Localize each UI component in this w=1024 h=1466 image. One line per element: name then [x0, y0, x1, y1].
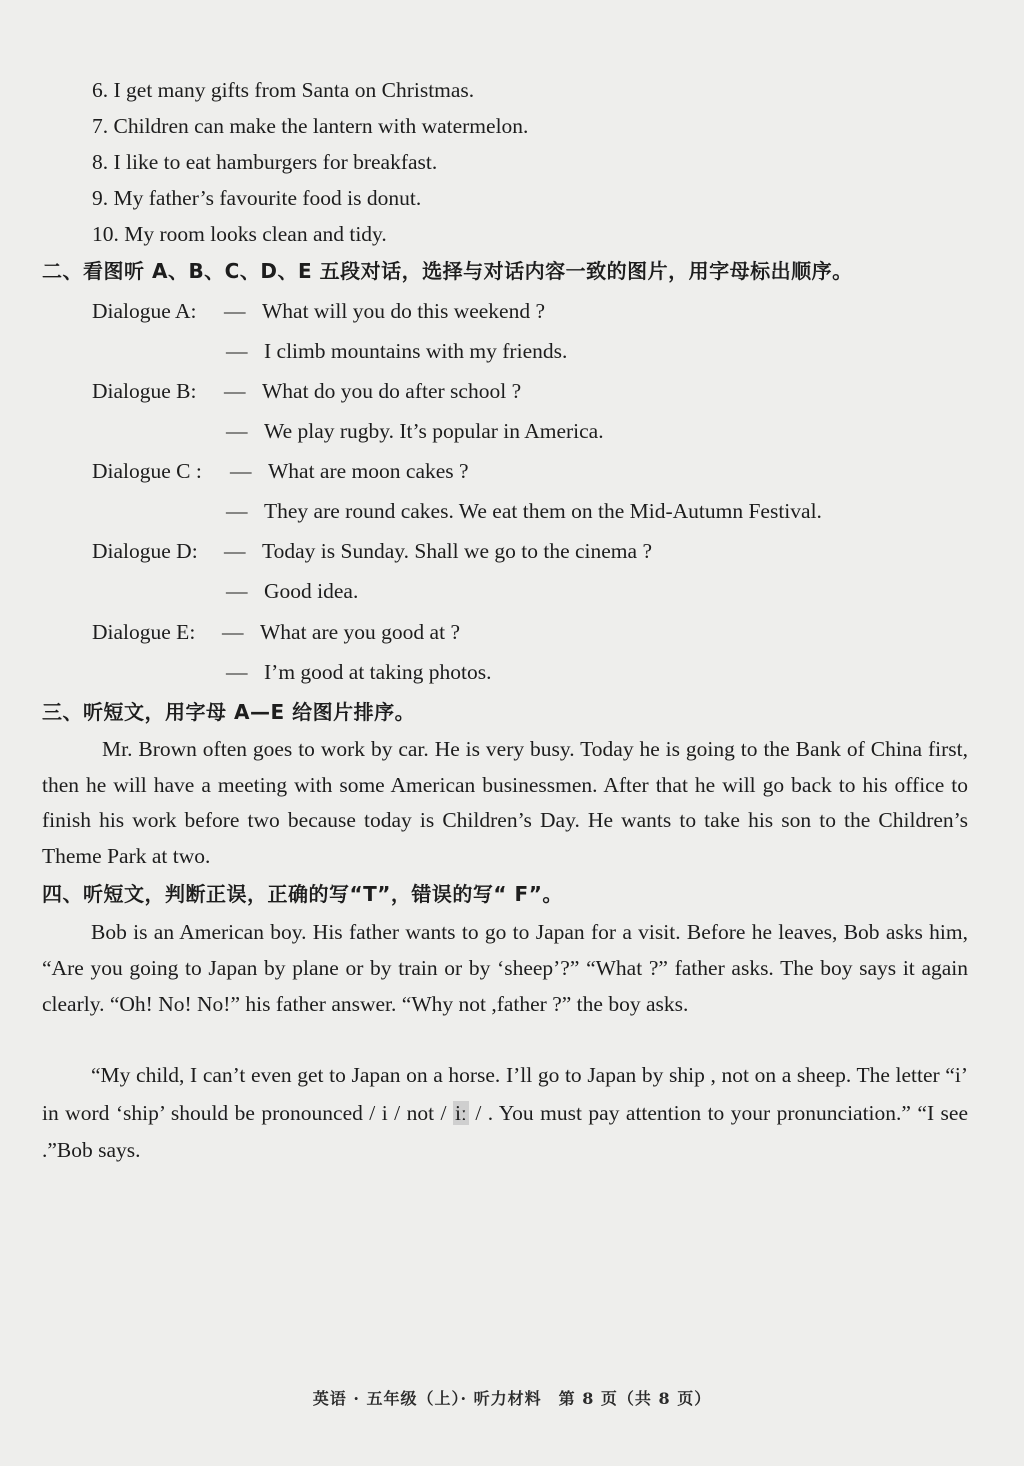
- dialogue-answer: Good idea.: [264, 579, 359, 603]
- section-heading: 二、看图听 A、B、C、D、E 五段对话，选择与对话内容一致的图片，用字母标出顺序。: [42, 259, 853, 283]
- highlighted-phonetic: iː: [454, 1100, 467, 1125]
- passage-text: “My child, I can’t even get to Japan on a horse. I’ll go to Japan by ship , not on a sheep. The letter “i’ in word ‘ship’ should be pronounced / i / not /: [42, 1063, 968, 1125]
- dialogue-question: What do you do after school ?: [262, 379, 522, 403]
- dash: —: [226, 499, 248, 523]
- passage: [42, 914, 968, 1022]
- dash: —: [224, 539, 246, 563]
- passage-text: Mr. Brown often goes to work by car. He is very busy. Today he is going to the Bank of China first, then he will have a meeting with some American businessmen. After that he will go back to his office to finish his work before two because today is Children’s Day. He wants to take his son to the Children’s Theme Park at two.: [42, 737, 968, 868]
- dash: —: [226, 339, 248, 363]
- dialogue-label: Dialogue E:: [92, 620, 196, 644]
- dash: —: [230, 459, 252, 483]
- dialogue-question: Today is Sunday. Shall we go to the cinema ?: [262, 539, 652, 563]
- list-item: 8. I like to eat hamburgers for breakfast.: [92, 150, 438, 174]
- dialogue-answer: They are round cakes. We eat them on the Mid-Autumn Festival.: [264, 499, 822, 523]
- dialogue-answer: We play rugby. It’s popular in America.: [264, 419, 604, 443]
- dash: —: [226, 579, 248, 603]
- dialogue-label: Dialogue D:: [92, 539, 198, 563]
- dialogue-label: Dialogue A:: [92, 299, 197, 323]
- dialogue-question: What are you good at ?: [260, 620, 460, 644]
- passage: [42, 732, 968, 874]
- list-item: 6. I get many gifts from Santa on Christmas.: [92, 78, 475, 102]
- dash: —: [226, 660, 248, 684]
- list-item: 10. My room looks clean and tidy.: [92, 222, 387, 246]
- section-heading: 四、听短文，判断正误，正确的写“T”，错误的写“ F”。: [42, 882, 563, 906]
- dialogue-label: Dialogue C :: [92, 459, 202, 483]
- dialogue-answer: I climb mountains with my friends.: [264, 339, 568, 363]
- dialogue-question: What will you do this weekend ?: [262, 299, 546, 323]
- dash: —: [224, 299, 246, 323]
- passage-paragraph: [42, 1057, 968, 1170]
- dash: —: [222, 620, 244, 644]
- dash: —: [226, 419, 248, 443]
- dialogue-question: What are moon cakes ?: [268, 459, 469, 483]
- section-heading: 三、听短文，用字母 A—E 给图片排序。: [42, 700, 416, 724]
- passage: [42, 1057, 968, 1170]
- passage-text: / . You must pay attention to your pronunciation.” “I see .”Bob says.: [42, 1100, 969, 1162]
- passage-text: Bob is an American boy. His father wants to go to Japan for a visit. Before he leaves, Bob asks him, “Are you going to Japan by plane or by train or by ‘sheep’?” “What ?” father asks. The boy says it again clearly. “Oh! No! No!” his father answer. “Why not ,father ?” the boy asks.: [42, 920, 968, 1016]
- dash: —: [224, 379, 246, 403]
- dialogue-answer: I’m good at taking photos.: [264, 660, 492, 684]
- page-footer: 英语 · 五年级（上）· 听力材料 第 8 页（共 8 页）: [312, 1389, 712, 1408]
- list-item: 7. Children can make the lantern with watermelon.: [92, 114, 529, 138]
- dialogue-label: Dialogue B:: [92, 379, 197, 403]
- list-item: 9. My father’s favourite food is donut.: [92, 186, 422, 210]
